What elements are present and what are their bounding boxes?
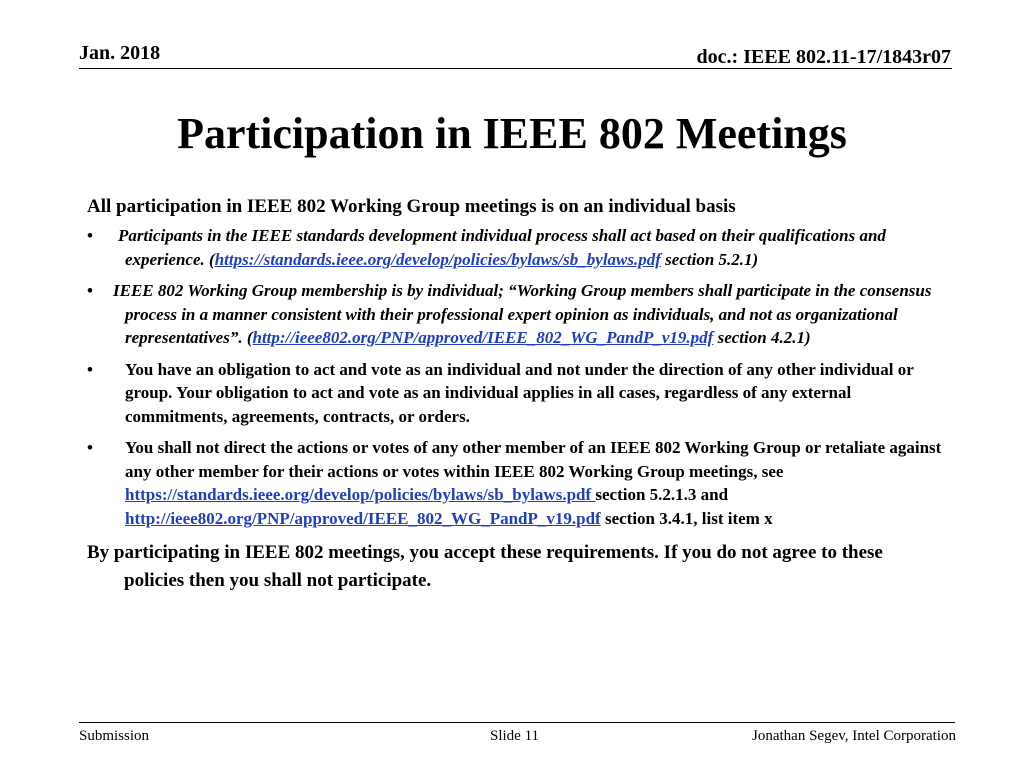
bullet-text: IEEE 802 Working Group membership is by individual; “Working Group members shall participate in the consensus process in a manner consistent with their professional expert opinion as individuals, and not as organizational representatives”. (: [113, 281, 932, 347]
bullet-text: section 5.2.1): [660, 249, 759, 269]
bullet-text: You shall not direct the actions or votes of any other member of an IEEE 802 Working Group or retaliate against any other member for their actions or votes within IEEE 802 Working Group meetings, see: [125, 438, 942, 481]
footer-submission: Submission: [79, 728, 150, 744]
header-doc-number: doc.: IEEE 802.11-17/1843r07: [696, 46, 951, 68]
footer-rule: [79, 722, 955, 723]
bullet-dot: •: [87, 226, 93, 245]
bullet-item: [87, 279, 947, 350]
bullet-text: section 4.2.1): [713, 328, 811, 347]
bylaws-link[interactable]: https://standards.ieee.org/develop/policies/bylaws/sb_bylaws.pdf: [125, 485, 596, 504]
bullet-text: section 5.2.1.3 and: [595, 485, 729, 504]
bullet-text: section 3.4.1, list item x: [600, 508, 773, 528]
intro-statement: All participation in IEEE 802 Working Group meetings is on an individual basis: [87, 196, 736, 217]
bullet-dot: •: [87, 359, 93, 379]
bullet-item: [87, 436, 947, 530]
footer-author: Jonathan Segev, Intel Corporation: [752, 728, 956, 744]
bullet-item: [87, 358, 947, 429]
header-rule: [79, 68, 952, 69]
pandp-link[interactable]: http://ieee802.org/PNP/approved/IEEE_802_WG_PandP_v19.pdf: [125, 508, 601, 528]
bylaws-link[interactable]: https://standards.ieee.org/develop/policies/bylaws/sb_bylaws.pdf: [214, 249, 661, 269]
slide-body: [87, 195, 947, 595]
bullet-list: [87, 224, 947, 530]
pandp-link[interactable]: http://ieee802.org/PNP/approved/IEEE_802_WG_PandP_v19.pdf: [252, 328, 714, 347]
header-date: Jan. 2018: [79, 42, 161, 64]
bullet-dot: •: [87, 281, 93, 300]
bullet-dot: •: [87, 438, 93, 457]
closing-statement: By participating in IEEE 802 meetings, you accept these requirements. If you do not agree to these policies then you shall not participate.: [87, 542, 883, 591]
bullet-text: Participants in the IEEE standards development individual process shall act based on their qualifications and experience. (: [118, 226, 886, 269]
bullet-item: [87, 224, 947, 271]
slide-title: Participation in IEEE 802 Meetings: [177, 109, 847, 158]
bullet-text: You have an obligation to act and vote as an individual and not under the direction of any other individual or group. Your obligation to act and vote as an individual applies in all cases, regardless of any external commitments, agreements, contracts, or orders.: [125, 359, 914, 426]
footer-slide-number: Slide 11: [490, 728, 540, 744]
